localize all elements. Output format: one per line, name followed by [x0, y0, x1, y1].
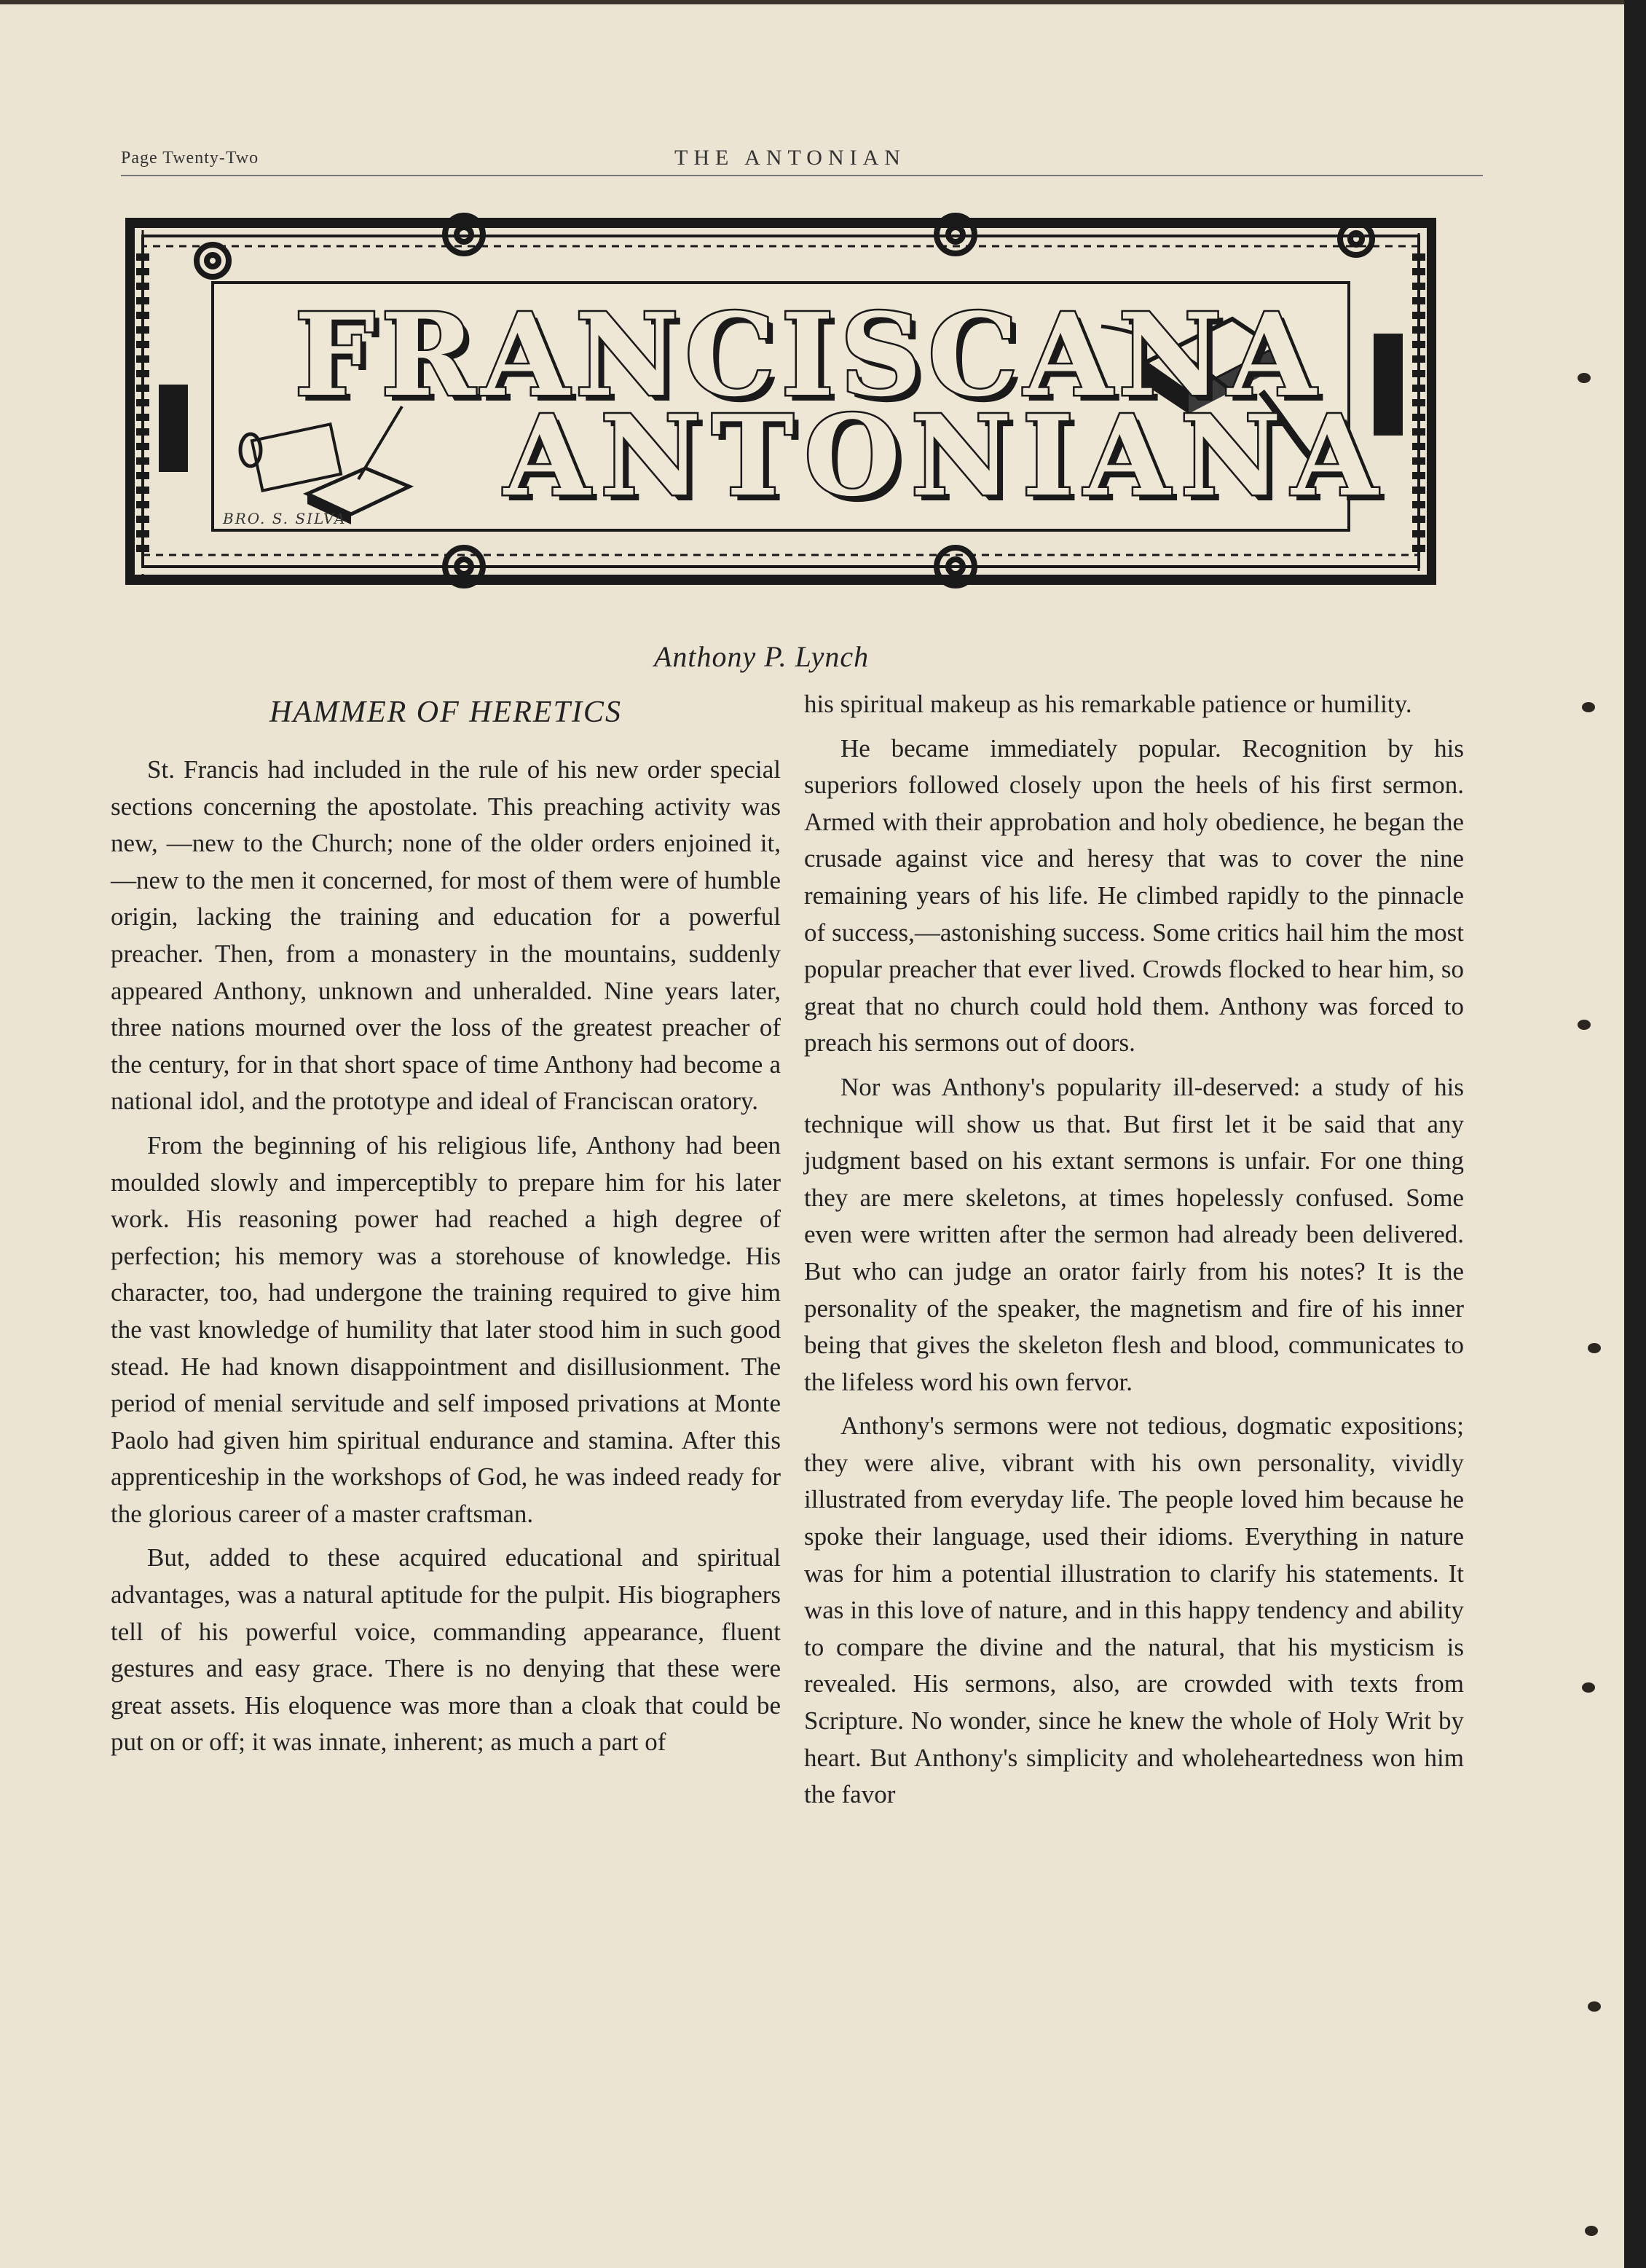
article-paragraph: He became immediately popular. Recognition by his superiors followed closely upon the heels of his first sermon. Armed with their approbation and holy obedience, he began the crusade against vice and heresy that was to cover the nine remaining years of his life. He climbed rapidly to the pinnacle of success,—astonishing success. Some critics hail him the most popular preacher that ever lived. Crowds flocked to hear him, so great that no church could hold them. Anthony was forced to preach his sermons out of doors. [804, 733, 1464, 1058]
article-byline: Anthony P. Lynch [654, 640, 870, 673]
masthead-title-antoniana: ANTONIANA [504, 390, 1388, 521]
artist-signature: BRO. S. SILVA [223, 510, 347, 527]
binding-hole [1582, 1682, 1595, 1693]
binding-hole [1582, 702, 1595, 712]
binding-hole [1578, 1020, 1591, 1030]
masthead-banner [125, 210, 1436, 594]
binding-hole [1578, 373, 1591, 383]
header-rule [121, 175, 1483, 176]
article-paragraph: But, added to these acquired educational and spiritual advantages, was a natural aptitude for the pulpit. His biographers tell of his powerful voice, commanding appearance, fluent gestures and easy grace. There is no denying that these were great assets. His eloquence was more than a cloak that could be put on or off; it was innate, inherent; as much a part of [111, 1543, 781, 1757]
article-paragraph: St. Francis had included in the rule of his new order special sections concerning the apostolate. This preaching activity was new, —new to the Church; none of the older orders enjoined it,—new to the men it concerned, for most of them were of humble origin, lacking the training and education for a powerful preacher. Then, from a monastery in the mountains, suddenly appeared Anthony, unknown and unheralded. Nine years later, three nations mourned over the loss of the greatest preacher of the century, for in that short space of time Anthony had become a national idol, and the prototype and ideal of Franciscan oratory. [111, 755, 781, 1116]
binding-hole [1588, 2001, 1601, 2012]
article-paragraph: Nor was Anthony's popularity ill-deserved: a study of his technique will show us that. But first let it be said that any judgment based on his extant sermons is unfair. For one thing they are mere skeletons, at times hopelessly confused. Some even were written after the sermon had already been delivered. But who can judge an orator fairly from his notes? It is the personality of the speaker, the magnetism and fire of his inner being that gives the skeleton flesh and blood, communicates to the lifeless word his own fervor. [804, 1072, 1464, 1396]
page-number: Page Twenty-Two [121, 149, 259, 168]
article-column-right [804, 686, 1464, 1814]
article-paragraph: From the beginning of his religious life, Anthony had been moulded slowly and imperceptibly to prepare him for his later work. His reasoning power had reached a high degree of perfection; his memory was a storehouse of knowledge. His character, too, had undergone the training required to give him the vast knowledge of humility that later stood him in such good stead. He had known disappointment and disillusionment. The period of menial servitude and self imposed privations at Monte Paolo had given him spiritual endurance and stamina. After this apprenticeship in the workshops of God, he was indeed ready for the glorious career of a master craftsman. [111, 1130, 781, 1528]
masthead-title-franciscana: FRANCISCANA [294, 288, 1322, 422]
running-head [121, 146, 1483, 175]
section-heading: HAMMER OF HERETICS [269, 696, 622, 729]
binding-hole [1585, 2226, 1598, 2236]
article-paragraph: his spiritual makeup as his remarkable patience or humility. [804, 690, 1412, 718]
binding-hole [1588, 1343, 1601, 1353]
article-paragraph: Anthony's sermons were not tedious, dogmatic expositions; they were alive, vibrant with his own personality, vividly illustrated from everyday life. The people loved him because he spoke their language, used their idioms. Everything in nature was for him a potential illustration to clarify his statements. It was in this love of nature, and in this happy tendency and ability to compare the divine and the natural, that his mysticism is revealed. His sermons, also, are crowded with texts from Scripture. No wonder, since he knew the whole of Holy Writ by heart. But Anthony's simplicity and wholeheartedness won him the favor [804, 1411, 1464, 1809]
journal-name: THE ANTONIAN [674, 146, 906, 170]
article-column-left [111, 689, 781, 1761]
